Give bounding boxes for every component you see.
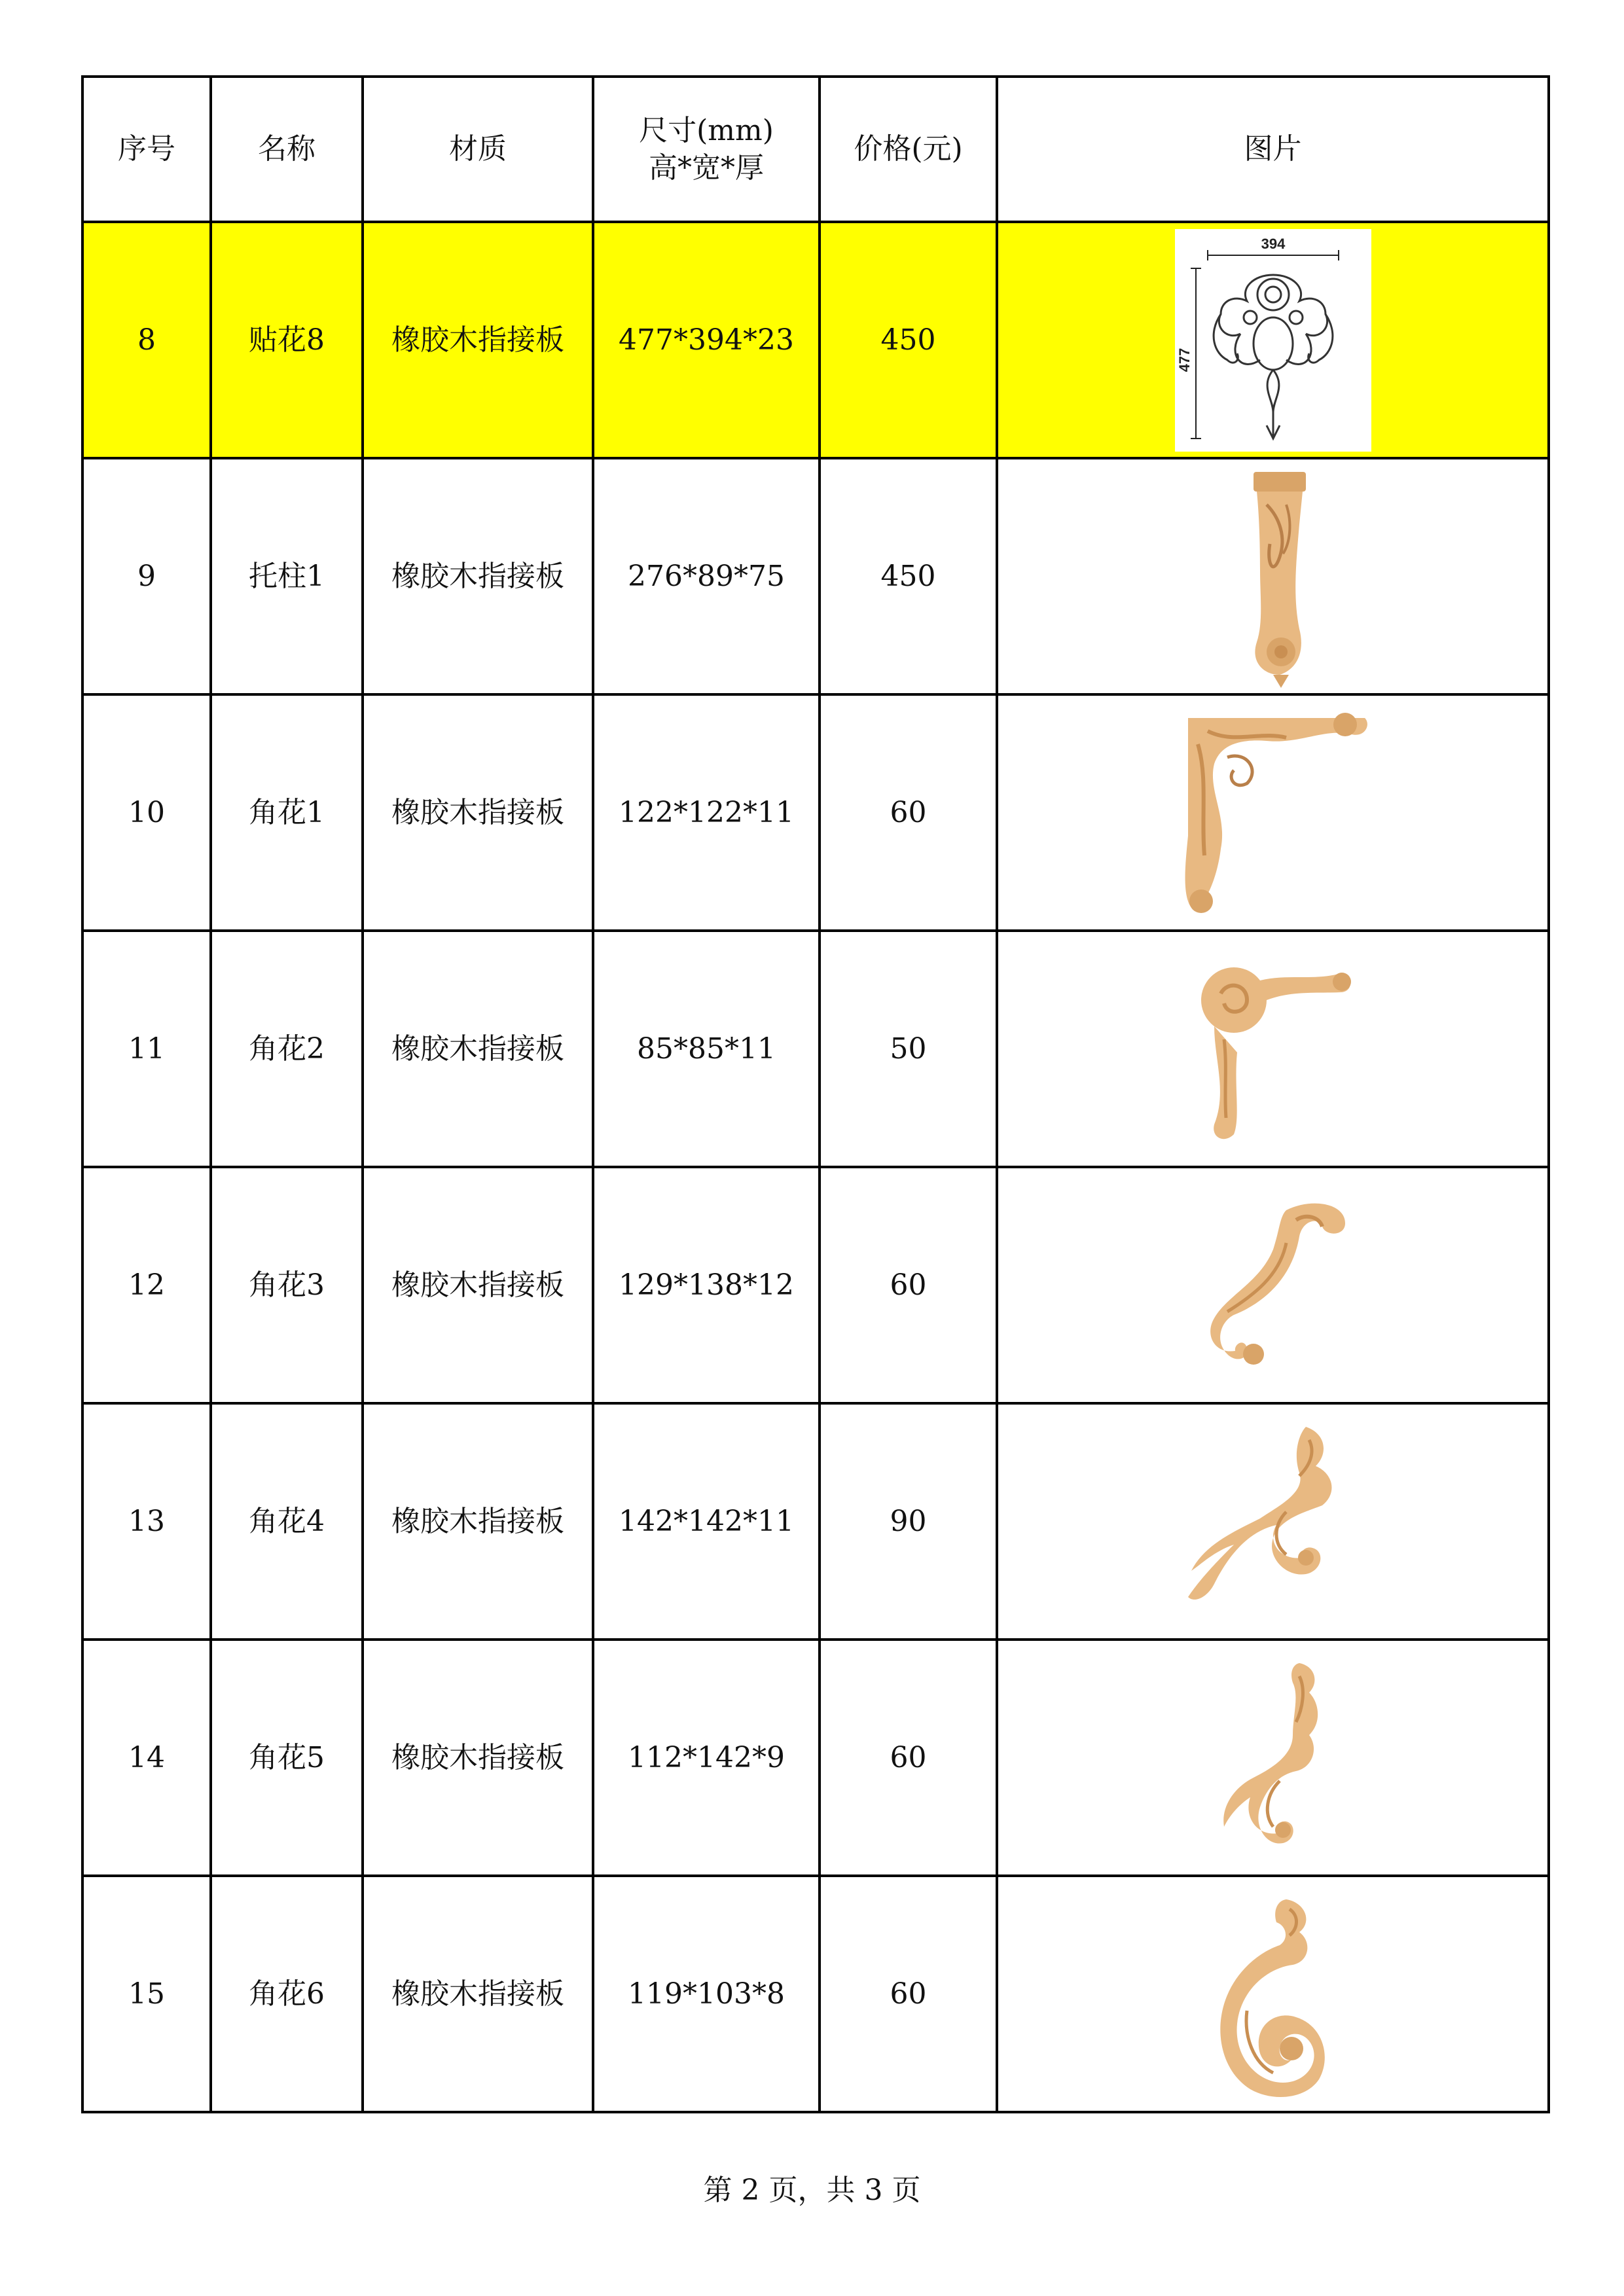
- table-row: [82, 694, 1549, 931]
- cell-picture: [997, 931, 1549, 1167]
- cell-material: 橡胶木指接板: [363, 222, 593, 458]
- cell-size: 119*103*8: [593, 1876, 820, 2112]
- cell-price: 60: [820, 694, 997, 931]
- cell-no: 8: [82, 222, 211, 458]
- cell-size: 276*89*75: [593, 458, 820, 694]
- header-size: [593, 77, 820, 222]
- cell-no: 15: [82, 1876, 211, 2112]
- acanthus-scroll-carving-icon: [1175, 1414, 1371, 1630]
- cell-picture: [997, 1876, 1549, 2112]
- cell-material: 橡胶木指接板: [363, 931, 593, 1167]
- cell-no: 14: [82, 1640, 211, 1876]
- table-header-row: [82, 77, 1549, 222]
- cell-price: 60: [820, 1640, 997, 1876]
- cell-picture: [997, 458, 1549, 694]
- header-picture: 图片: [997, 77, 1549, 222]
- cell-name: 角花3: [211, 1167, 363, 1403]
- cell-material: 橡胶木指接板: [363, 694, 593, 931]
- header-size-unit: 尺寸(mm): [639, 113, 774, 147]
- cell-material: 橡胶木指接板: [363, 1640, 593, 1876]
- cell-size: 477*394*23: [593, 222, 820, 458]
- cell-name: 角花2: [211, 931, 363, 1167]
- corner-rose-carving-icon: [1188, 954, 1358, 1144]
- cell-price: 450: [820, 222, 997, 458]
- header-no: 序号: [82, 77, 211, 222]
- corbel-icon: [1227, 465, 1319, 688]
- cell-picture: [997, 694, 1549, 931]
- table-row: [82, 222, 1549, 458]
- cell-price: 60: [820, 1876, 997, 2112]
- dim-height-label: 477: [1176, 348, 1193, 372]
- cell-price: 50: [820, 931, 997, 1167]
- cell-price: 450: [820, 458, 997, 694]
- cell-no: 10: [82, 694, 211, 931]
- corner-scroll-carving-icon: [1188, 1191, 1358, 1380]
- table-row: [82, 1403, 1549, 1640]
- table-row: [82, 1167, 1549, 1403]
- table-row: [82, 1640, 1549, 1876]
- page-footer: 第 2 页，共 3 页: [703, 2174, 921, 2207]
- cell-picture: [997, 1403, 1549, 1640]
- cell-picture: [997, 1167, 1549, 1403]
- cell-size: 112*142*9: [593, 1640, 820, 1876]
- cell-no: 9: [82, 458, 211, 694]
- table-row: [82, 458, 1549, 694]
- header-name: 名称: [211, 77, 363, 222]
- cell-name: 角花5: [211, 1640, 363, 1876]
- cell-name: 角花4: [211, 1403, 363, 1640]
- cell-size: 85*85*11: [593, 931, 820, 1167]
- c-scroll-carving-icon: [1208, 1886, 1339, 2102]
- cell-price: 90: [820, 1403, 997, 1640]
- cell-picture: [997, 222, 1549, 458]
- cell-name: 角花6: [211, 1876, 363, 2112]
- leaf-scroll-carving-icon: [1201, 1650, 1345, 1866]
- cell-no: 13: [82, 1403, 211, 1640]
- applique-drawing-icon: [1175, 229, 1371, 452]
- cell-name: 贴花8: [211, 222, 363, 458]
- cell-picture: [997, 1640, 1549, 1876]
- cell-price: 60: [820, 1167, 997, 1403]
- header-size-dims: 高*宽*厚: [649, 151, 764, 185]
- cell-material: 橡胶木指接板: [363, 1167, 593, 1403]
- cell-size: 129*138*12: [593, 1167, 820, 1403]
- header-price: 价格(元): [820, 77, 997, 222]
- cell-size: 142*142*11: [593, 1403, 820, 1640]
- corner-carving-icon: [1168, 705, 1378, 921]
- dim-width-label: 394: [1261, 235, 1285, 252]
- table-row: [82, 931, 1549, 1167]
- cell-material: 橡胶木指接板: [363, 458, 593, 694]
- cell-material: 橡胶木指接板: [363, 1403, 593, 1640]
- cell-size: 122*122*11: [593, 694, 820, 931]
- product-table: [81, 75, 1550, 2113]
- table-row: [82, 1876, 1549, 2112]
- cell-no: 11: [82, 931, 211, 1167]
- cell-material: 橡胶木指接板: [363, 1876, 593, 2112]
- header-material: 材质: [363, 77, 593, 222]
- cell-no: 12: [82, 1167, 211, 1403]
- cell-name: 角花1: [211, 694, 363, 931]
- cell-name: 托柱1: [211, 458, 363, 694]
